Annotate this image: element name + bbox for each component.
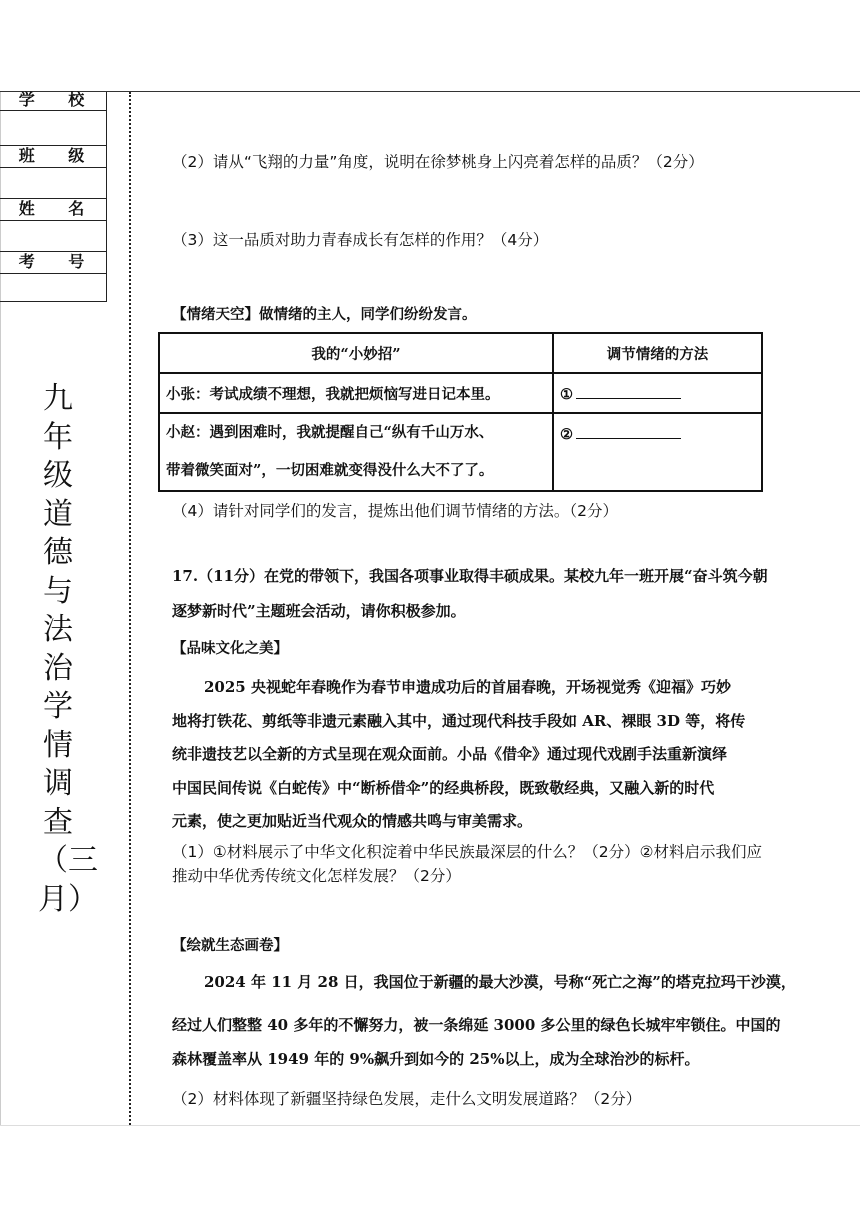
ecology-para-line-3: 森林覆盖率从 1949 年的 9%飙升到如今的 25%以上，成为全球治沙的标杆。 bbox=[172, 1050, 700, 1068]
answer-blank-2[interactable] bbox=[576, 424, 681, 439]
exam-number-field[interactable] bbox=[0, 274, 107, 302]
table-row bbox=[159, 373, 762, 413]
zhao-line-2: 带着微笑面对”，一切困难就变得没什么大不了了。 bbox=[166, 462, 494, 479]
ecology-para-line-1: 2024 年 11 月 28 日，我国位于新疆的最大沙漠，号称“死亡之海”的塔克拉玛干沙漠， bbox=[204, 973, 796, 991]
name-field[interactable] bbox=[0, 221, 107, 252]
table-cell-zhao bbox=[159, 413, 553, 491]
zhao-line-1: 小赵：遇到困难时，我就提醒自己“纵有千山万水、 bbox=[166, 424, 494, 441]
binding-dotted-line bbox=[129, 92, 131, 1125]
culture-section-head: 【品味文化之美】 bbox=[172, 640, 288, 657]
table-header-tips: 我的“小妙招” bbox=[159, 333, 553, 373]
student-info-box bbox=[0, 92, 107, 302]
bottom-rule bbox=[0, 1125, 860, 1126]
ecology-section-head: 【绘就生态画卷】 bbox=[172, 937, 288, 954]
table-cell-zhang: 小张：考试成绩不理想，我就把烦恼写进日记本里。 bbox=[159, 373, 553, 413]
sub-question-1-line-1: （1）①材料展示了中华文化积淀着中华民族最深层的什么？（2分）②材料启示我们应 bbox=[172, 843, 763, 861]
sub-question-1-line-2: 推动中华优秀传统文化怎样发展？（2分） bbox=[172, 867, 461, 885]
culture-para-line-5: 元素，使之更加贴近当代观众的情感共鸣与审美需求。 bbox=[172, 812, 533, 830]
emotion-section-intro: 【情绪天空】做情绪的主人，同学们纷纷发言。 bbox=[172, 306, 477, 323]
question-2: （2）请从“飞翔的力量”角度，说明在徐梦桃身上闪亮着怎样的品质？（2分） bbox=[172, 153, 704, 171]
class-field[interactable] bbox=[0, 168, 107, 199]
culture-para-line-1: 2025 央视蛇年春晚作为春节申遗成功后的首届春晚，开场视觉秀《迎福》巧妙 bbox=[204, 678, 731, 696]
class-label: 班 级 bbox=[0, 145, 107, 168]
ecology-para-line-2: 经过人们整整 40 多年的不懈努力，被一条绵延 3000 多公里的绿色长城牢牢锁住。中国的 bbox=[172, 1016, 781, 1034]
question-4: （4）请针对同学们的发言，提炼出他们调节情绪的方法。（2分） bbox=[172, 502, 618, 520]
info-class bbox=[0, 145, 107, 199]
name-label: 姓 名 bbox=[0, 198, 107, 221]
table-header-methods: 调节情绪的方法 bbox=[553, 333, 762, 373]
question-17-line-1: 17.（11分）在党的带领下，我国各项事业取得丰硕成果。某校九年一班开展“奋斗筑今朝 bbox=[172, 567, 768, 585]
table-header-row bbox=[159, 333, 762, 373]
exam-title-vertical: 九年级道德与法治学情调查（三月） bbox=[38, 381, 98, 917]
culture-para-line-2: 地将打铁花、剪纸等非遗元素融入其中，通过现代科技手段如 AR、裸眼 3D 等，将传 bbox=[172, 712, 746, 730]
answer-blank-1[interactable] bbox=[576, 384, 681, 399]
info-school bbox=[0, 92, 107, 146]
answer-marker-1: ① bbox=[560, 385, 573, 403]
answer-marker-2: ② bbox=[560, 426, 573, 443]
info-name bbox=[0, 198, 107, 252]
exam-number-label: 考 号 bbox=[0, 251, 107, 274]
info-exam-number bbox=[0, 251, 107, 302]
school-field[interactable] bbox=[0, 111, 107, 146]
culture-para-line-3: 统非遗技艺以全新的方式呈现在观众面前。小品《借伞》通过现代戏剧手法重新演绎 bbox=[172, 745, 728, 763]
table-cell-answer-2[interactable] bbox=[553, 413, 762, 491]
emotion-methods-table bbox=[158, 332, 763, 492]
question-3: （3）这一品质对助力青春成长有怎样的作用？（4分） bbox=[172, 231, 549, 249]
question-17-line-2: 逐梦新时代”主题班会活动，请你积极参加。 bbox=[172, 602, 466, 620]
table-cell-answer-1[interactable] bbox=[553, 373, 762, 413]
school-label: 学 校 bbox=[0, 92, 107, 111]
table-row bbox=[159, 413, 762, 491]
sub-question-2: （2）材料体现了新疆坚持绿色发展，走什么文明发展道路？（2分） bbox=[172, 1090, 642, 1108]
culture-para-line-4: 中国民间传说《白蛇传》中“断桥借伞”的经典桥段，既致敬经典，又融入新的时代 bbox=[172, 779, 715, 797]
